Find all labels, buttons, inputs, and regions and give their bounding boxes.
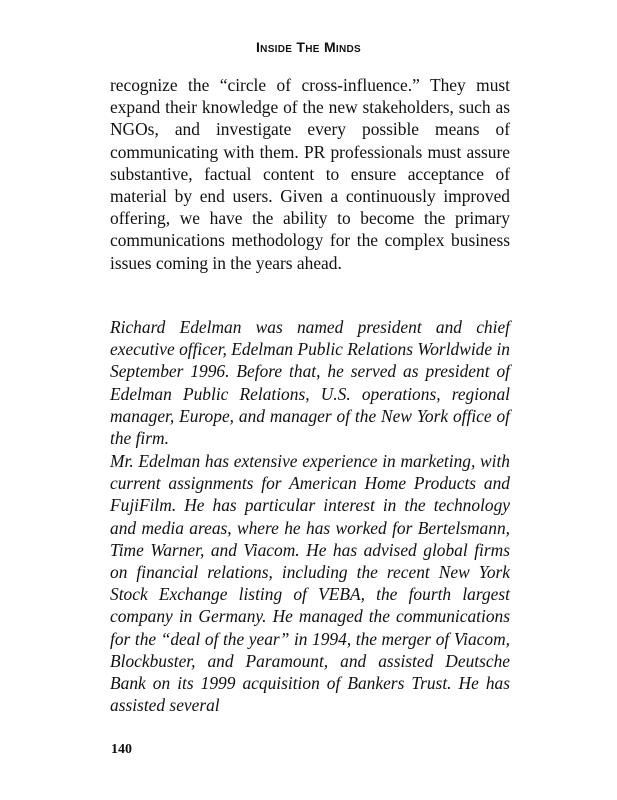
body-paragraph-closing: recognize the “circle of cross-influence.” They must expand their knowledge of the new stakeholders, such as NGOs, and investigate every possible means of communicating with them. PR professionals must assure substantive, factual content to ensure acceptance of material by end users. Given a continuously improved offering, we have the ability to become the primary communications methodology for the complex business issues coming in the years ahead. xyxy=(110,75,510,273)
page-number: 140 xyxy=(111,742,132,757)
author-bio-paragraph: Richard Edelman was named president and chief executive officer, Edelman Public Relations Worldwide in September 1996. Before that, he served as president of Edelman Public Relations, U.S. operations, regional manager, Europe, and manager of the New York office of the firm. xyxy=(110,317,510,449)
running-header: Inside The Minds xyxy=(255,39,362,55)
author-experience-paragraph: Mr. Edelman has extensive experience in marketing, with current assignments for American Home Products and FujiFilm. He has particular interest in the technology and media areas, where he has worked for Bertelsmann, Time Warner, and Viacom. He has advised global firms on financial relations, including the recent New York Stock Exchange listing of VEBA, the fourth largest company in Germany. He managed the communications for the “deal of the year” in 1994, the merger of Viacom, Blockbuster, and Paramount, and assisted Deutsche Bank on its 1999 acquisition of Bankers Trust. He has assisted several xyxy=(110,451,510,716)
